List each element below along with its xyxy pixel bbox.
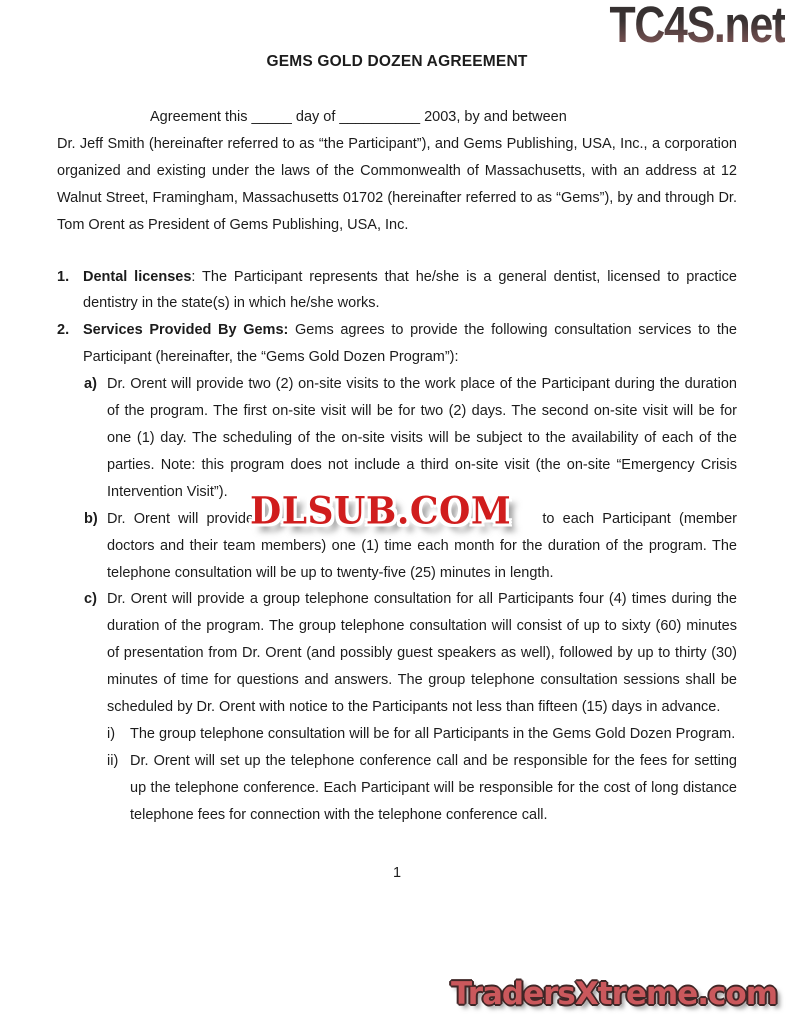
- subsubclause-ii: [107, 748, 737, 829]
- clause-heading: Services Provided By Gems:: [83, 322, 289, 339]
- tradersxtreme-watermark: TradersXtreme.com: [450, 976, 777, 1012]
- clause-number: 1.: [57, 268, 70, 285]
- clause-heading: Dental licenses: [83, 268, 192, 285]
- document-title: GEMS GOLD DOZEN AGREEMENT: [266, 53, 528, 70]
- tc4s-watermark: TC4S.net: [609, 0, 785, 53]
- clause-number: 2.: [57, 322, 70, 339]
- intro-paragraph: Dr. Jeff Smith (hereinafter referred to as “the Participant”), and Gems Publishing, USA, Inc., a corporation organized and existing under the laws of the Commonwealth of Massachusetts, with an address at 12 Walnut Street, Framingham, Massachusetts 01702 (hereinafter referred to as “Gems”), by and through Dr. Tom Orent as President of Gems Publishing, USA, Inc.: [57, 135, 737, 233]
- subclause-c-group-consultation: [84, 586, 737, 721]
- subsubclause-text: Dr. Orent will set up the telephone conference call and be responsible for the fees for setting up the telephone conference. Each Participant will be responsible for the cost of long distance telephone fees for connection with the telephone conference call.: [130, 752, 737, 823]
- clause-2-services-provided: [57, 317, 737, 371]
- subsubclause-i: [107, 721, 737, 748]
- subclause-a-onsite-visits: [84, 371, 737, 506]
- subclause-letter: a): [84, 376, 97, 393]
- clauses-list: [57, 264, 737, 829]
- subclause-text-after: to each Participant (member doctors and their team members) one (1) time each month for the duration of the program. The telephone consultation will be up to twenty-five (25) minutes in length.: [107, 510, 737, 581]
- agreement-date-line: Agreement this _____ day of __________ 2003, by and between: [150, 109, 567, 125]
- subclause-letter: b): [84, 510, 98, 527]
- subsubclause-numeral: ii): [107, 752, 119, 769]
- subclause-b-telephone-consultation: [84, 488, 737, 587]
- page-number: 1: [392, 864, 402, 881]
- dlsub-watermark: DLSUB.COM: [250, 488, 512, 533]
- clause-1-dental-licenses: [57, 264, 737, 318]
- subsubclause-text: The group telephone consultation will be for all Participants in the Gems Gold Dozen Program.: [130, 725, 736, 742]
- subclause-text: Dr. Orent will provide two (2) on-site visits to the work place of the Participant during the duration of the program. The first on-site visit will be for two (2) days. The second on-site visit will be for one (1) day. The scheduling of the on-site visits will be subject to the availability of each of the parties. Note: this program does not include a third on-site visit (the on-site “Emergency Crisis Intervention Visit”).: [107, 376, 737, 500]
- subsubclause-numeral: i): [107, 725, 116, 742]
- clause-text: Gems agrees to provide the following consultation services to the Participant (hereinafter, the “Gems Gold Dozen Program”):: [83, 322, 737, 366]
- subclause-letter: c): [84, 591, 97, 608]
- subclause-text: Dr. Orent will provide a group telephone consultation for all Participants four (4) times during the duration of the program. The group telephone consultation will consist of up to sixty (60) minutes of presentation from Dr. Orent (and possibly guest speakers as well), followed by up to thirty (30) minutes of time for questions and answers. The group telephone consultation sessions shall be scheduled by Dr. Orent with notice to the Participants not less than fifteen (15) days in advance.: [107, 591, 737, 716]
- clause-text: : The Participant represents that he/she is a general dentist, licensed to practice dentistry in the state(s) in which he/she works.: [83, 268, 737, 312]
- subclause-text-before: Dr. Orent will provide: [107, 510, 255, 527]
